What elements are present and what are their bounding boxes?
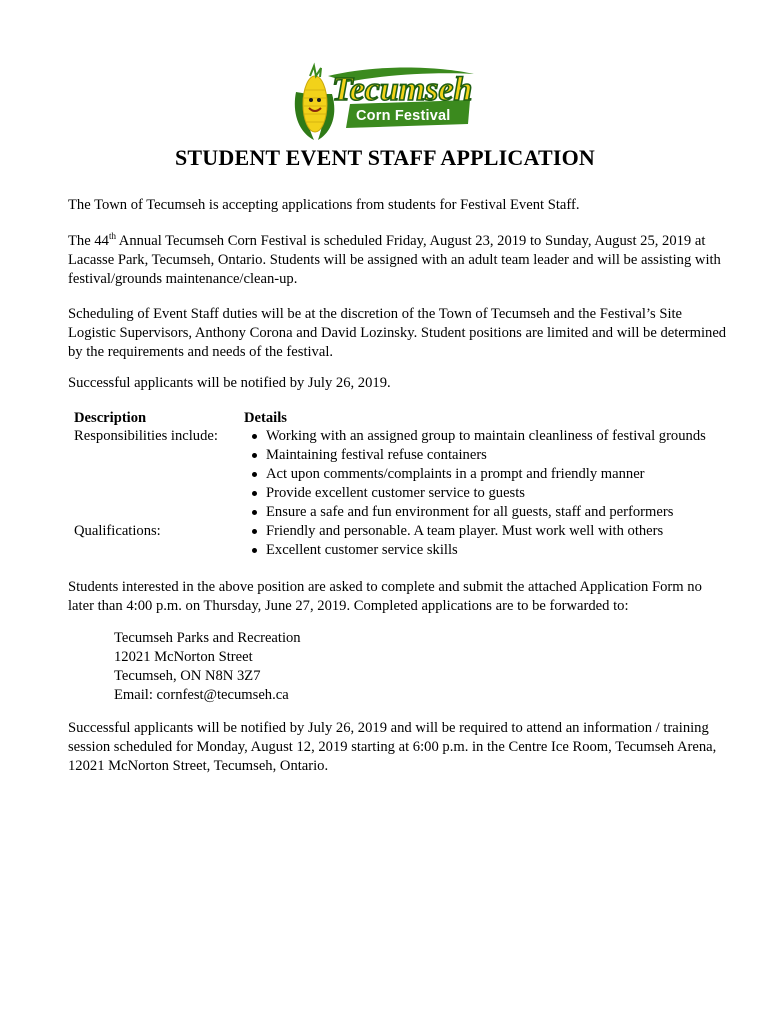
festival-logo bbox=[288, 62, 478, 142]
schedule-ordinal: th bbox=[108, 231, 116, 242]
bullet-icon bbox=[252, 434, 257, 439]
logo-wordmark: Tecumseh bbox=[332, 71, 473, 108]
list-item bbox=[248, 503, 738, 522]
qualifications-label: Qualifications: bbox=[74, 523, 161, 539]
schedule-prefix: The 44 bbox=[68, 233, 109, 249]
description-header: Description bbox=[74, 410, 147, 426]
list-item-text: Ensure a safe and fun environment for all guests, staff and performers bbox=[266, 504, 674, 520]
logo-subtitle: Corn Festival bbox=[356, 108, 451, 124]
details-list bbox=[248, 427, 738, 560]
bullet-icon bbox=[252, 453, 257, 458]
schedule-paragraph bbox=[68, 232, 728, 289]
list-item-text: Excellent customer service skills bbox=[266, 542, 458, 558]
details-header: Details bbox=[244, 410, 287, 426]
address-email: Email: cornfest@tecumseh.ca bbox=[114, 687, 289, 703]
bullet-icon bbox=[252, 510, 257, 515]
mailing-address bbox=[114, 629, 301, 705]
list-item bbox=[248, 522, 738, 541]
responsibilities-label: Responsibilities include: bbox=[74, 428, 218, 444]
address-line-1: Tecumseh Parks and Recreation bbox=[114, 630, 301, 646]
page-title: STUDENT EVENT STAFF APPLICATION bbox=[174, 145, 595, 170]
bullet-icon bbox=[252, 548, 257, 553]
address-line-2: 12021 McNorton Street bbox=[114, 649, 253, 665]
list-item bbox=[248, 541, 738, 560]
list-item-text: Provide excellent customer service to guests bbox=[266, 485, 525, 501]
training-paragraph: Successful applicants will be notified by July 26, 2019 and will be required to attend an information / training session scheduled for Monday, August 12, 2019 starting at 6:00 p.m. in the Centre Ice Room, Tecumseh Arena, 12021 McNorton Street, Tecumseh, Ontario. bbox=[68, 720, 717, 774]
list-item-text: Maintaining festival refuse containers bbox=[266, 447, 487, 463]
corn-logo-graphic bbox=[288, 62, 478, 142]
list-item bbox=[248, 427, 738, 446]
schedule-text: Annual Tecumseh Corn Festival is scheduled Friday, August 23, 2019 to Sunday, August 25, 2019 at Lacasse Park, Tecumseh, Ontario. Students will be assigned with an adult team leader and will be assisting with festival/grounds maintenance/clean-up. bbox=[68, 233, 721, 287]
list-item-text: Working with an assigned group to maintain cleanliness of festival grounds bbox=[266, 428, 706, 444]
bullet-icon bbox=[252, 529, 257, 534]
list-item bbox=[248, 446, 738, 465]
address-line-3: Tecumseh, ON N8N 3Z7 bbox=[114, 668, 261, 684]
list-item bbox=[248, 465, 738, 484]
bullet-icon bbox=[252, 491, 257, 496]
list-item-text: Act upon comments/complaints in a prompt and friendly manner bbox=[266, 466, 645, 482]
intro-paragraph: The Town of Tecumseh is accepting applications from students for Festival Event Staff. bbox=[68, 197, 580, 213]
notified-paragraph: Successful applicants will be notified by July 26, 2019. bbox=[68, 375, 391, 391]
list-item bbox=[248, 484, 738, 503]
scheduling-paragraph: Scheduling of Event Staff duties will be at the discretion of the Town of Tecumseh and the Festival’s Site Logistic Supervisors, Anthony Corona and David Lozinsky. Student positions are limited and will be determined by the requirements and needs of the festival. bbox=[68, 306, 727, 360]
list-item-text: Friendly and personable. A team player. Must work well with others bbox=[266, 523, 664, 539]
bullet-icon bbox=[252, 472, 257, 477]
submit-paragraph: Students interested in the above position are asked to complete and submit the attached Application Form no later than 4:00 p.m. on Thursday, June 27, 2019. Completed applications are to be forwarded to: bbox=[68, 579, 702, 614]
